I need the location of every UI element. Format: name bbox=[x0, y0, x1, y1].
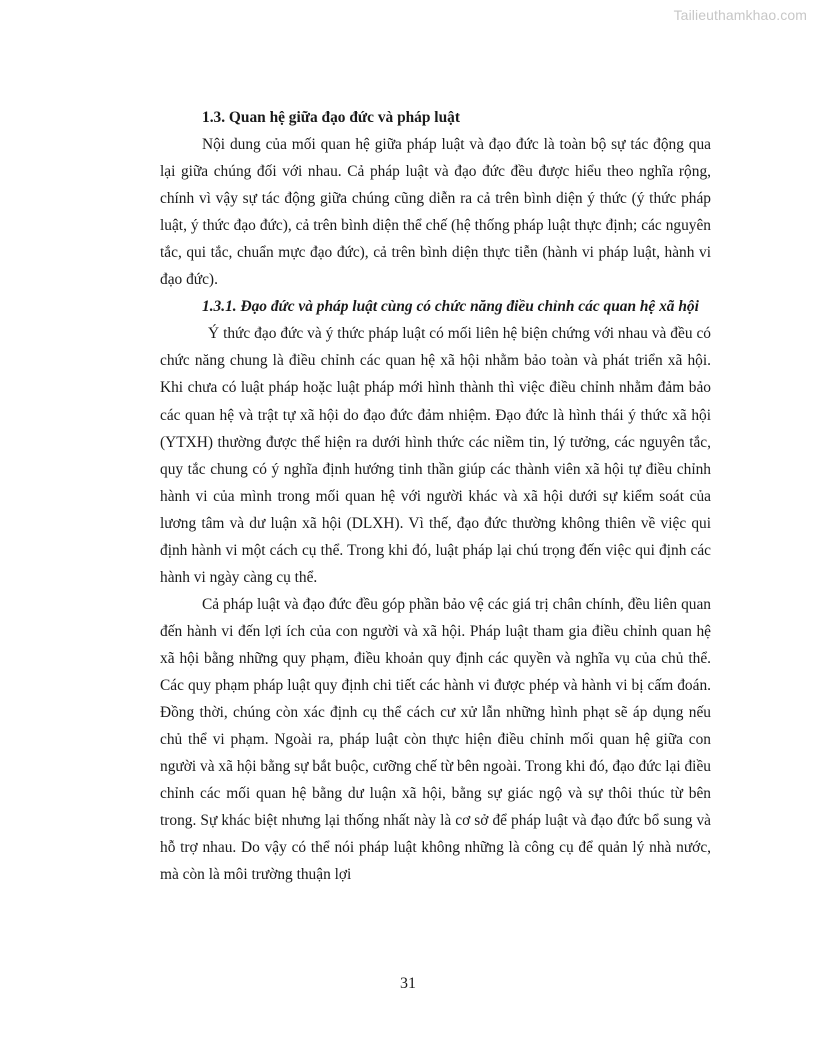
watermark: Tailieuthamkhao.com bbox=[673, 7, 807, 23]
intro-paragraph: Nội dung của mối quan hệ giữa pháp luật và đạo đức là toàn bộ sự tác động qua lại giữa chúng đối với nhau. Cả pháp luật và đạo đức đều được hiểu theo nghĩa rộng, chính vì vậy sự tác động giữa chúng cũng diễn ra cả trên bình diện ý thức (ý thức pháp luật, ý thức đạo đức), cả trên bình diện thể chế (hệ thống pháp luật thực định; các nguyên tắc, qui tắc, chuẩn mực đạo đức), cả trên bình diện thực tiễn (hành vi pháp luật, hành vi đạo đức). bbox=[160, 136, 711, 289]
subsection-heading: 1.3.1. Đạo đức và pháp luật cùng có chức năng điều chỉnh các quan hệ xã hội bbox=[202, 298, 699, 316]
page-number: 31 bbox=[400, 975, 416, 992]
body-paragraph-2: Cả pháp luật và đạo đức đều góp phần bảo vệ các giá trị chân chính, đều liên quan đến hành vi đến lợi ích của con người và xã hội. Pháp luật tham gia điều chỉnh quan hệ xã hội bằng những quy phạm, điều khoản quy định các quyền và nghĩa vụ của chủ thể. Các quy phạm pháp luật quy định chi tiết các hành vi được phép và hành vi bị cấm đoán. Đồng thời, chúng còn xác định cụ thể cách cư xử lẫn những hình phạt sẽ áp dụng nếu chủ thể vi phạm. Ngoài ra, pháp luật còn thực hiện điều chỉnh mối quan hệ giữa con người và xã hội bằng sự bắt buộc, cưỡng chế từ bên ngoài. Trong khi đó, đạo đức lại điều chỉnh các mối quan hệ bằng dư luận xã hội, bằng sự giác ngộ và sự thôi thúc từ bên trong. Sự khác biệt nhưng lại thống nhất này là cơ sở để pháp luật và đạo đức bổ sung và hỗ trợ nhau. Do vậy có thể nói pháp luật không những là công cụ để quản lý nhà nước, mà còn là môi trường thuận lợi bbox=[160, 595, 711, 884]
page-body bbox=[160, 104, 711, 888]
section-heading: 1.3. Quan hệ giữa đạo đức và pháp luật bbox=[202, 109, 460, 126]
body-paragraph-1: Ý thức đạo đức và ý thức pháp luật có mối liên hệ biện chứng với nhau và đều có chức năng chung là điều chỉnh các quan hệ xã hội nhằm bảo toàn và phát triển xã hội. Khi chưa có luật pháp hoặc luật pháp mới hình thành thì việc điều chỉnh nhằm đảm bảo các quan hệ và trật tự xã hội do đạo đức đảm nhiệm. Đạo đức là hình thái ý thức xã hội (YTXH) thường được thể hiện ra dưới hình thức các niềm tin, lý tưởng, các nguyên tắc, quy tắc chung có ý nghĩa định hướng tinh thần giúp các thành viên xã hội tự điều chỉnh hành vi của mình trong mối quan hệ với người khác và xã hội dưới sự kiểm soát của lương tâm và dư luận xã hội (DLXH). Vì thế, đạo đức thường không thiên về việc qui định hành vi một cách cụ thể. Trong khi đó, luật pháp lại chú trọng đến việc qui định các hành vi ngày càng cụ thể. bbox=[160, 325, 711, 586]
